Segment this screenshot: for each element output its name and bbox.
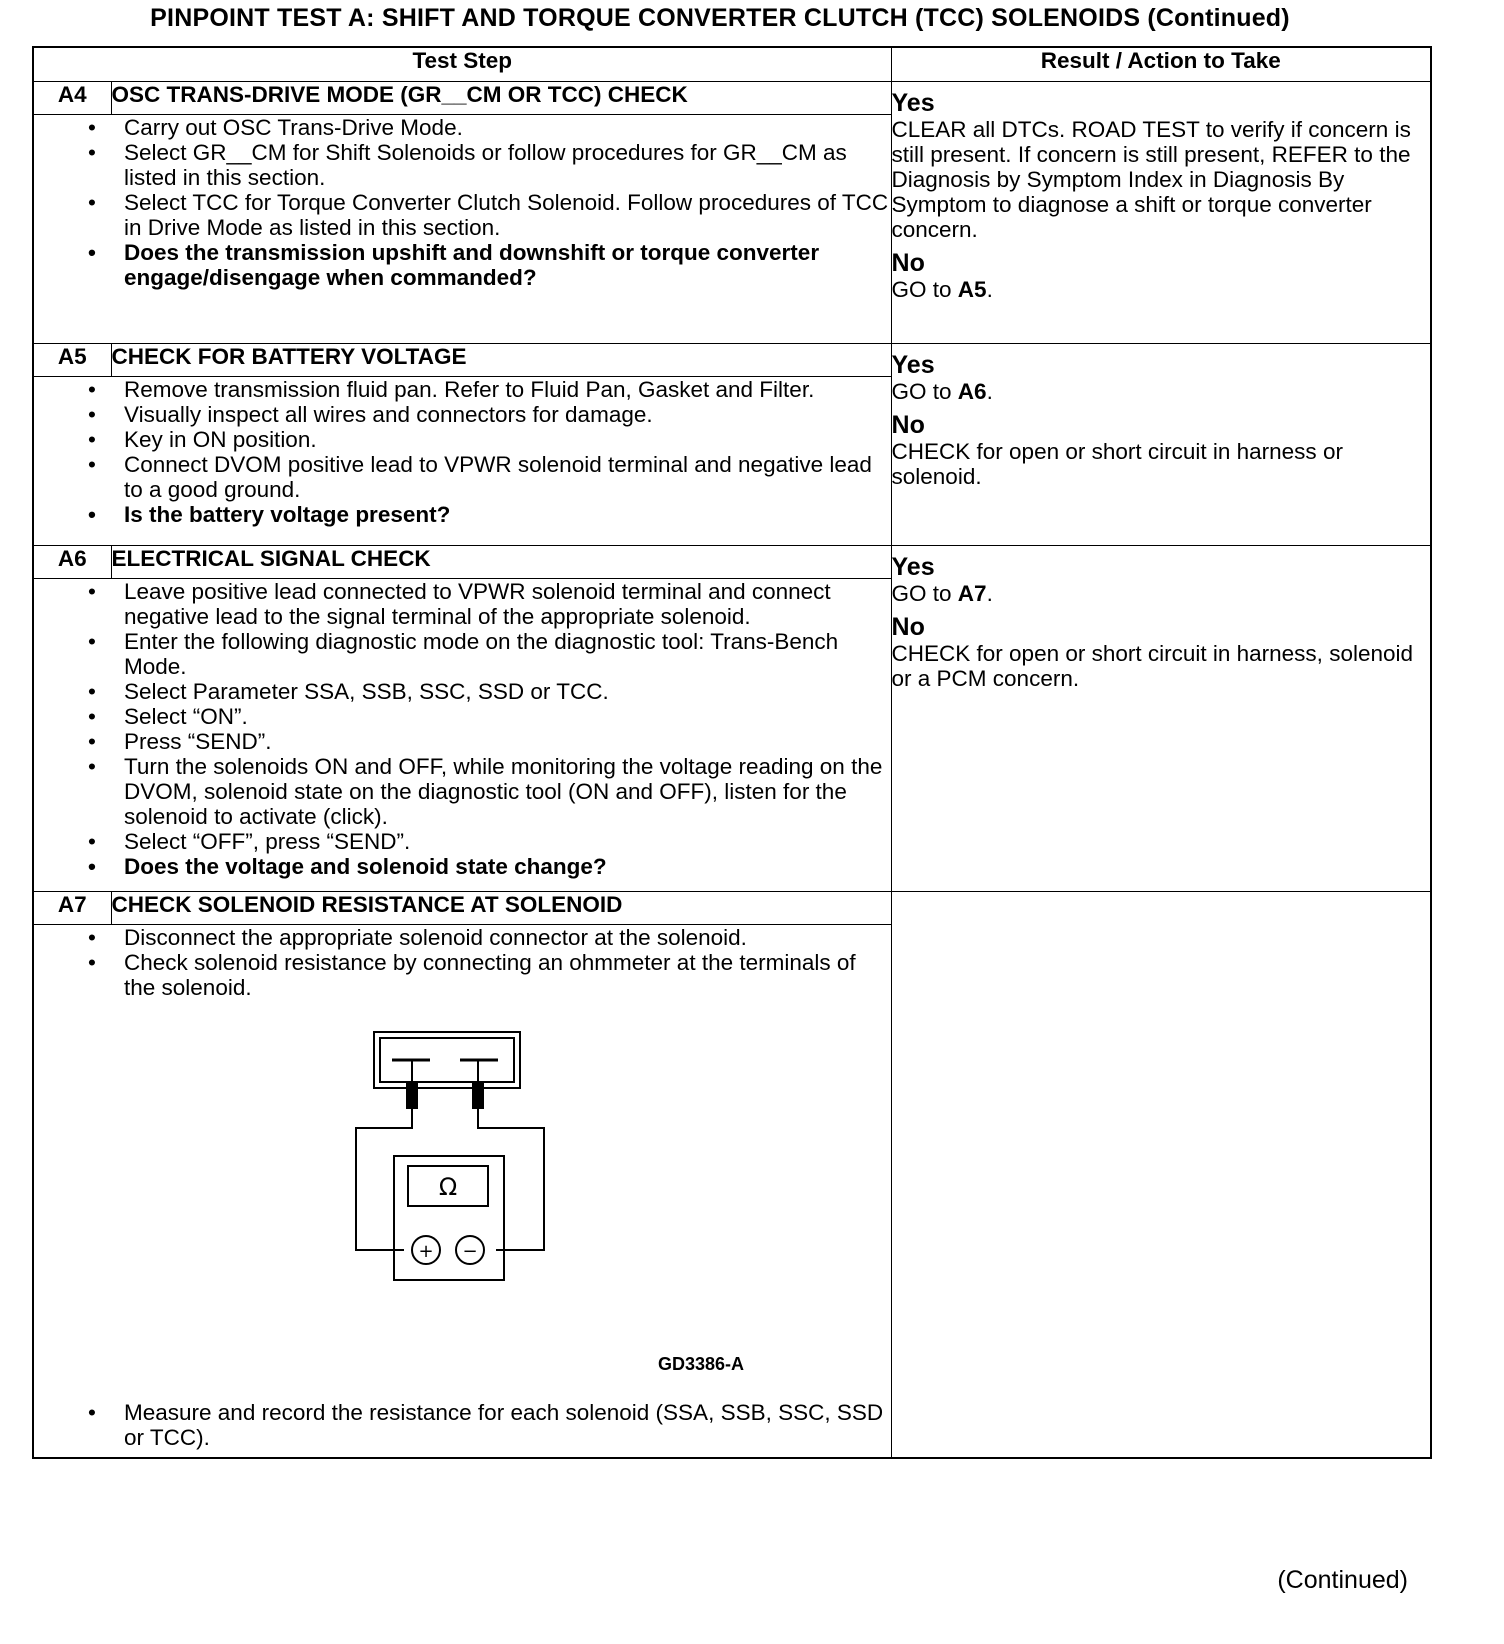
list-item bbox=[88, 629, 891, 679]
list-item-text: Remove transmission fluid pan. Refer to Fluid Pan, Gasket and Filter. bbox=[124, 377, 815, 402]
list-item-text: Leave positive lead connected to VPWR solenoid terminal and connect negative lead to the signal terminal of the appropriate solenoid. bbox=[124, 579, 831, 629]
step-title-row bbox=[33, 82, 1431, 115]
list-item-text: Enter the following diagnostic mode on the diagnostic tool: Trans-Bench Mode. bbox=[124, 629, 839, 679]
list-item-text: Measure and record the resistance for each solenoid (SSA, SSB, SSC, SSD or TCC). bbox=[124, 1400, 884, 1450]
bullet-icon: • bbox=[88, 629, 96, 654]
bullet-icon: • bbox=[88, 502, 96, 527]
result-yes-suffix: . bbox=[986, 379, 993, 404]
step-item-list-after bbox=[34, 1400, 891, 1450]
step-result bbox=[891, 82, 1431, 344]
list-item-text: Visually inspect all wires and connectors for damage. bbox=[124, 402, 653, 427]
list-item bbox=[88, 140, 891, 190]
list-item bbox=[88, 829, 891, 854]
list-item bbox=[88, 950, 891, 1000]
ohm-symbol-icon: Ω bbox=[438, 1173, 458, 1201]
bullet-icon: • bbox=[88, 377, 96, 402]
step-result bbox=[891, 546, 1431, 892]
step-item-list bbox=[34, 579, 891, 879]
bullet-icon: • bbox=[88, 140, 96, 165]
lead-left bbox=[356, 1108, 412, 1250]
bullet-icon: • bbox=[88, 115, 96, 140]
list-item-text: Press “SEND”. bbox=[124, 729, 272, 754]
result-yes-suffix: . bbox=[986, 581, 993, 606]
step-title-row bbox=[33, 546, 1431, 579]
step-id: A7 bbox=[33, 892, 111, 925]
result-no-ref: A5 bbox=[957, 277, 987, 302]
result-no-label: No bbox=[891, 249, 925, 277]
step-title: OSC TRANS-DRIVE MODE (GR__CM OR TCC) CHECK bbox=[111, 82, 891, 115]
step-question: Does the transmission upshift and downshift or torque converter engage/disengage when commanded? bbox=[124, 240, 820, 290]
step-title: CHECK SOLENOID RESISTANCE AT SOLENOID bbox=[111, 892, 891, 925]
list-item-text: Key in ON position. bbox=[124, 427, 317, 452]
list-item bbox=[88, 679, 891, 704]
bullet-icon: • bbox=[88, 854, 96, 879]
minus-symbol: − bbox=[462, 1241, 478, 1262]
result-yes-label: Yes bbox=[891, 351, 935, 379]
list-item bbox=[88, 190, 891, 240]
probe-right bbox=[473, 1082, 483, 1108]
continued-note: (Continued) bbox=[1277, 1566, 1408, 1594]
test-step-header: Test Step bbox=[33, 47, 891, 82]
list-item-question bbox=[88, 854, 891, 879]
result-no-suffix: . bbox=[986, 277, 993, 302]
step-item-list bbox=[34, 377, 891, 527]
figure-caption: GD3386-A bbox=[658, 1354, 745, 1374]
list-item bbox=[88, 452, 891, 502]
plus-symbol: + bbox=[418, 1241, 434, 1262]
result-yes-prefix: GO to bbox=[891, 581, 958, 606]
step-item-list bbox=[34, 115, 891, 290]
step-title-row bbox=[33, 344, 1431, 377]
step-question: Does the voltage and solenoid state change? bbox=[124, 854, 607, 879]
table-header-row bbox=[33, 47, 1431, 82]
bullet-icon: • bbox=[88, 402, 96, 427]
step-id: A4 bbox=[33, 82, 111, 115]
list-item bbox=[88, 579, 891, 629]
step-body bbox=[33, 579, 891, 892]
list-item bbox=[88, 704, 891, 729]
result-yes-text: CLEAR all DTCs. ROAD TEST to verify if concern is still present. If concern is still present, REFER to the Diagnosis by Symptom Index in Diagnosis By Symptom to diagnose a shift or torque converter concern. bbox=[891, 117, 1411, 242]
bullet-icon: • bbox=[88, 729, 96, 754]
bullet-icon: • bbox=[88, 679, 96, 704]
list-item bbox=[88, 427, 891, 452]
result-yes-prefix: GO to bbox=[891, 379, 958, 404]
step-body bbox=[33, 377, 891, 546]
bullet-icon: • bbox=[88, 190, 96, 215]
list-item-text: Carry out OSC Trans-Drive Mode. bbox=[124, 115, 463, 140]
list-item-text: Connect DVOM positive lead to VPWR solenoid terminal and negative lead to a good ground. bbox=[124, 452, 872, 502]
result-no-text bbox=[892, 277, 1431, 302]
list-item-text: Select Parameter SSA, SSB, SSC, SSD or TCC. bbox=[124, 679, 609, 704]
ohmmeter-figure bbox=[34, 1000, 891, 1400]
list-item-text: Disconnect the appropriate solenoid connector at the solenoid. bbox=[124, 925, 747, 950]
list-item bbox=[88, 1400, 891, 1450]
step-body bbox=[33, 115, 891, 344]
result-yes-ref: A6 bbox=[957, 379, 987, 404]
bullet-icon: • bbox=[88, 829, 96, 854]
result-header: Result / Action to Take bbox=[891, 47, 1431, 82]
page-title: PINPOINT TEST A: SHIFT AND TORQUE CONVERTER CLUTCH (TCC) SOLENOIDS (Continued) bbox=[150, 4, 1290, 32]
bullet-icon: • bbox=[88, 1400, 96, 1425]
ohmmeter-diagram-icon bbox=[354, 1030, 554, 1290]
list-item bbox=[88, 729, 891, 754]
result-no-label: No bbox=[891, 411, 925, 439]
list-item bbox=[88, 377, 891, 402]
bullet-icon: • bbox=[88, 240, 96, 265]
list-item bbox=[88, 925, 891, 950]
step-title: CHECK FOR BATTERY VOLTAGE bbox=[111, 344, 891, 377]
result-yes-text bbox=[892, 379, 1431, 404]
list-item-text: Select “OFF”, press “SEND”. bbox=[124, 829, 411, 854]
list-item-text: Select “ON”. bbox=[124, 704, 248, 729]
bullet-icon: • bbox=[88, 950, 96, 975]
bullet-icon: • bbox=[88, 452, 96, 477]
step-result bbox=[891, 344, 1431, 546]
list-item-text: Select TCC for Torque Converter Clutch Solenoid. Follow procedures of TCC in Drive Mode as listed in this section. bbox=[124, 190, 889, 240]
list-item-text: Check solenoid resistance by connecting an ohmmeter at the terminals of the solenoid. bbox=[124, 950, 856, 1000]
list-item-text: Select GR__CM for Shift Solenoids or follow procedures for GR__CM as listed in this section. bbox=[124, 140, 847, 190]
result-yes-label: Yes bbox=[891, 553, 935, 581]
result-yes-label: Yes bbox=[891, 89, 935, 117]
step-body bbox=[33, 925, 891, 1459]
step-item-list bbox=[34, 925, 891, 1000]
list-item bbox=[88, 402, 891, 427]
step-title-row bbox=[33, 892, 1431, 925]
step-result-empty bbox=[891, 892, 1431, 1459]
bullet-icon: • bbox=[88, 579, 96, 604]
step-id: A5 bbox=[33, 344, 111, 377]
list-item-text: Turn the solenoids ON and OFF, while monitoring the voltage reading on the DVOM, solenoid state on the diagnostic tool (ON and OFF), listen for the solenoid to activate (click). bbox=[124, 754, 883, 829]
list-item bbox=[88, 115, 891, 140]
bullet-icon: • bbox=[88, 427, 96, 452]
pinpoint-test-table bbox=[32, 46, 1432, 1459]
result-no-text: CHECK for open or short circuit in harness, solenoid or a PCM concern. bbox=[891, 641, 1414, 691]
result-yes-text bbox=[892, 581, 1431, 606]
probe-left bbox=[407, 1082, 417, 1108]
step-id: A6 bbox=[33, 546, 111, 579]
list-item-question bbox=[88, 502, 891, 527]
bullet-icon: • bbox=[88, 704, 96, 729]
result-no-prefix: GO to bbox=[891, 277, 958, 302]
result-no-label: No bbox=[891, 613, 925, 641]
bullet-icon: • bbox=[88, 925, 96, 950]
list-item-question bbox=[88, 240, 891, 290]
step-question: Is the battery voltage present? bbox=[124, 502, 451, 527]
result-no-text: CHECK for open or short circuit in harness or solenoid. bbox=[891, 439, 1343, 489]
result-yes-ref: A7 bbox=[957, 581, 987, 606]
list-item bbox=[88, 754, 891, 829]
bullet-icon: • bbox=[88, 754, 96, 779]
step-title: ELECTRICAL SIGNAL CHECK bbox=[111, 546, 891, 579]
